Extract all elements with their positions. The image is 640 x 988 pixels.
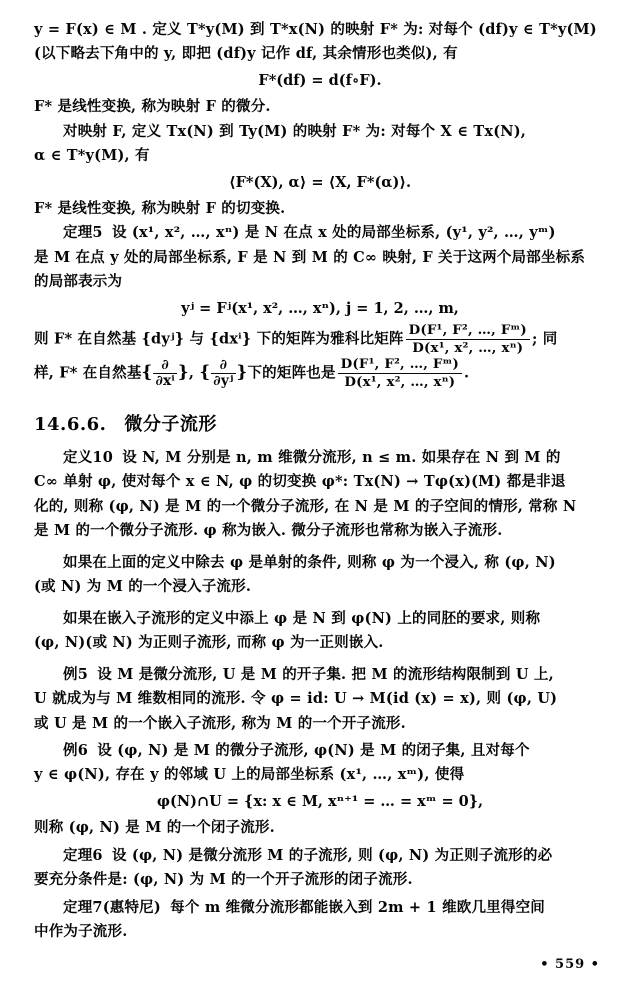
theorem-7-label: 定理7(惠特尼) [63, 898, 161, 916]
brace-open-1: { [141, 361, 153, 382]
theorem-7 [34, 896, 606, 919]
example-6 [34, 739, 606, 762]
theorem-5-text-pre: 则 F* 在自然基 {dyʲ} 与 {dxⁱ} 下的矩阵为雅科比矩阵 [34, 330, 404, 348]
paragraph-line: y = F(x) ∈ M . 定义 T*y(M) 到 T*x(N) 的映射 F* 为: 对每个 (df)y ∈ T*y(M) [34, 21, 597, 38]
equation-1: F*(df) = d(f∘F). [258, 71, 382, 89]
definition-10-text: 设 N, M 分别是 n, m 维微分流形, n ≤ m. 如果存在 N 到 M 的 [122, 448, 561, 466]
theorem-5-text-post: ; 同 [531, 330, 558, 348]
theorem-6-label: 定理6 [63, 846, 103, 864]
example-5-text: 设 M 是微分流形, U 是 M 的开子集. 把 M 的流形结构限制到 U 上, [97, 665, 554, 683]
paragraph-line: C∞ 单射 φ, 使对每个 x ∈ N, φ 的切变换 φ*: Tx(N) → Tφ(x)(M) 都是非退 [34, 473, 566, 491]
paragraph-line: α ∈ T*y(M), 有 [34, 147, 150, 165]
paragraph-line: 对映射 F, 定义 Tx(N) 到 Ty(M) 的映射 F* 为: 对每个 X ∈ Tx(N), [63, 122, 527, 140]
paragraph-line: 是 M 在点 y 处的局部坐标系, F 是 N 到 M 的 C∞ 映射, F 关于这两个局部坐标系 [34, 248, 586, 266]
paragraph-line: 则称 (φ, N) 是 M 的一个闭子流形. [34, 819, 275, 837]
fraction-numerator: D(F¹, F², …, Fᵐ) [338, 357, 462, 374]
fraction-denominator: ∂yʲ [213, 372, 234, 389]
fraction-denominator: D(x¹, x², …, xⁿ) [344, 373, 456, 390]
theorem-5-text-post2: . [463, 364, 470, 382]
equation-2: ⟨F*(X), α⟩ = ⟨X, F*(α)⟩. [228, 173, 411, 191]
theorem-5-text: 设 (x¹, x², …, xⁿ) 是 N 在点 x 处的局部坐标系, (y¹, y², …, yᵐ) [111, 224, 556, 242]
brace-close-1: } [177, 361, 189, 382]
paragraph-line: 或 U 是 M 的一个嵌入子流形, 称为 M 的一个开子流形. [34, 714, 406, 732]
paragraph-line: 中作为子流形. [34, 923, 128, 941]
theorem-6-text: 设 (φ, N) 是微分流形 M 的子流形, 则 (φ, N) 为正则子流形的必 [111, 846, 553, 864]
section-title: 微分子流形 [124, 413, 217, 435]
paragraph-line: 如果在上面的定义中除去 φ 是单射的条件, 则称 φ 为一个浸入, 称 (φ, N) [63, 553, 556, 571]
paragraph-line: 的局部表示为 [34, 273, 123, 291]
theorem-5-text-pre2: 样, F* 在自然基 [34, 364, 142, 382]
theorem-6 [34, 844, 606, 867]
paragraph-line: y ∈ φ(N), 存在 y 的邻域 U 上的局部坐标系 (x¹, …, xᵐ), 使得 [34, 766, 465, 784]
example-6-text: 设 (φ, N) 是 M 的微分子流形, φ(N) 是 M 的闭子集, 且对每个 [97, 742, 530, 759]
paragraph-line: 要充分条件是: (φ, N) 为 M 的一个开子流形的闭子流形. [34, 871, 413, 889]
paragraph-line: 化的, 则称 (φ, N) 是 M 的一个微分子流形, 在 N 是 M 的子空间的情形, 常称 N [34, 497, 577, 515]
theorem-5 [34, 221, 606, 244]
paragraph-line: 如果在嵌入子流形的定义中添上 φ 是 N 到 φ(N) 上的同胚的要求, 则称 [63, 609, 541, 627]
theorem-5-label: 定理5 [63, 224, 103, 242]
fraction-numerator: D(F¹, F², …, Fᵐ) [406, 323, 530, 340]
fraction-denominator: ∂xⁱ [155, 372, 175, 389]
paragraph-line: F* 是线性变换, 称为映射 F 的微分. [34, 98, 271, 116]
paragraph-line: (以下略去下角中的 y, 即把 (df)y 记作 df, 其余情形也类似), 有 [34, 45, 458, 63]
paragraph-line: (φ, N)(或 N) 为正则子流形, 而称 φ 为一正则嵌入. [34, 634, 384, 652]
example-5 [34, 663, 606, 686]
section-heading [34, 410, 606, 436]
jacobian-fraction-2 [338, 357, 462, 390]
brace-close-2: } [236, 361, 248, 382]
theorem-5-matrix-line-1 [34, 323, 606, 356]
theorem-7-text: 每个 m 维微分流形都能嵌入到 2m + 1 维欧几里得空间 [170, 898, 545, 916]
fraction-numerator: ∂ [153, 358, 176, 373]
definition-10 [34, 446, 606, 469]
page-number: • 559 • [540, 957, 600, 972]
section-number: 14.6.6. [34, 413, 107, 435]
paragraph-line: 是 M 的一个微分子流形. φ 称为嵌入. 微分子流形也常称为嵌入子流形. [34, 522, 503, 540]
example-6-label: 例6 [63, 742, 88, 759]
fraction-denominator: D(x¹, x², …, xⁿ) [412, 339, 524, 356]
theorem-5-text-mid: 下的矩阵也是 [247, 364, 336, 382]
theorem-5-matrix-line-2: 样, F* 在自然基{ $\frac{\partial}{\text{∂xⁱ}}$ }, { $\frac{\partial}{\text{∂yʲ}}$ }下的矩阵也是 $\frac{\text{D(F¹, F², …, Fᵐ)}}{\text{D(x¹, x², …, xⁿ)}}$ . [34, 355, 470, 390]
fraction-numerator: ∂ [211, 358, 235, 373]
partial-derivative-x [153, 358, 176, 388]
definition-10-label: 定义10 [63, 448, 113, 466]
paragraph-line: U 就成为与 M 维数相同的流形. 令 φ = id: U → M(id (x) = x), 则 (φ, U) [34, 690, 558, 708]
equation-4: φ(N)∩U = {x: x ∈ M, xⁿ⁺¹ = … = xᵐ = 0}, [156, 792, 484, 810]
jacobian-fraction-1 [406, 323, 530, 356]
brace-open-2: { [199, 361, 211, 382]
equation-3: yʲ = Fʲ(x¹, x², …, xⁿ), j = 1, 2, …, m, [181, 299, 459, 317]
example-5-label: 例5 [63, 665, 88, 683]
paragraph-line: (或 N) 为 M 的一个浸入子流形. [34, 578, 252, 596]
paragraph-line: F* 是线性变换, 称为映射 F 的切变换. [34, 199, 286, 217]
partial-derivative-y [211, 358, 235, 388]
